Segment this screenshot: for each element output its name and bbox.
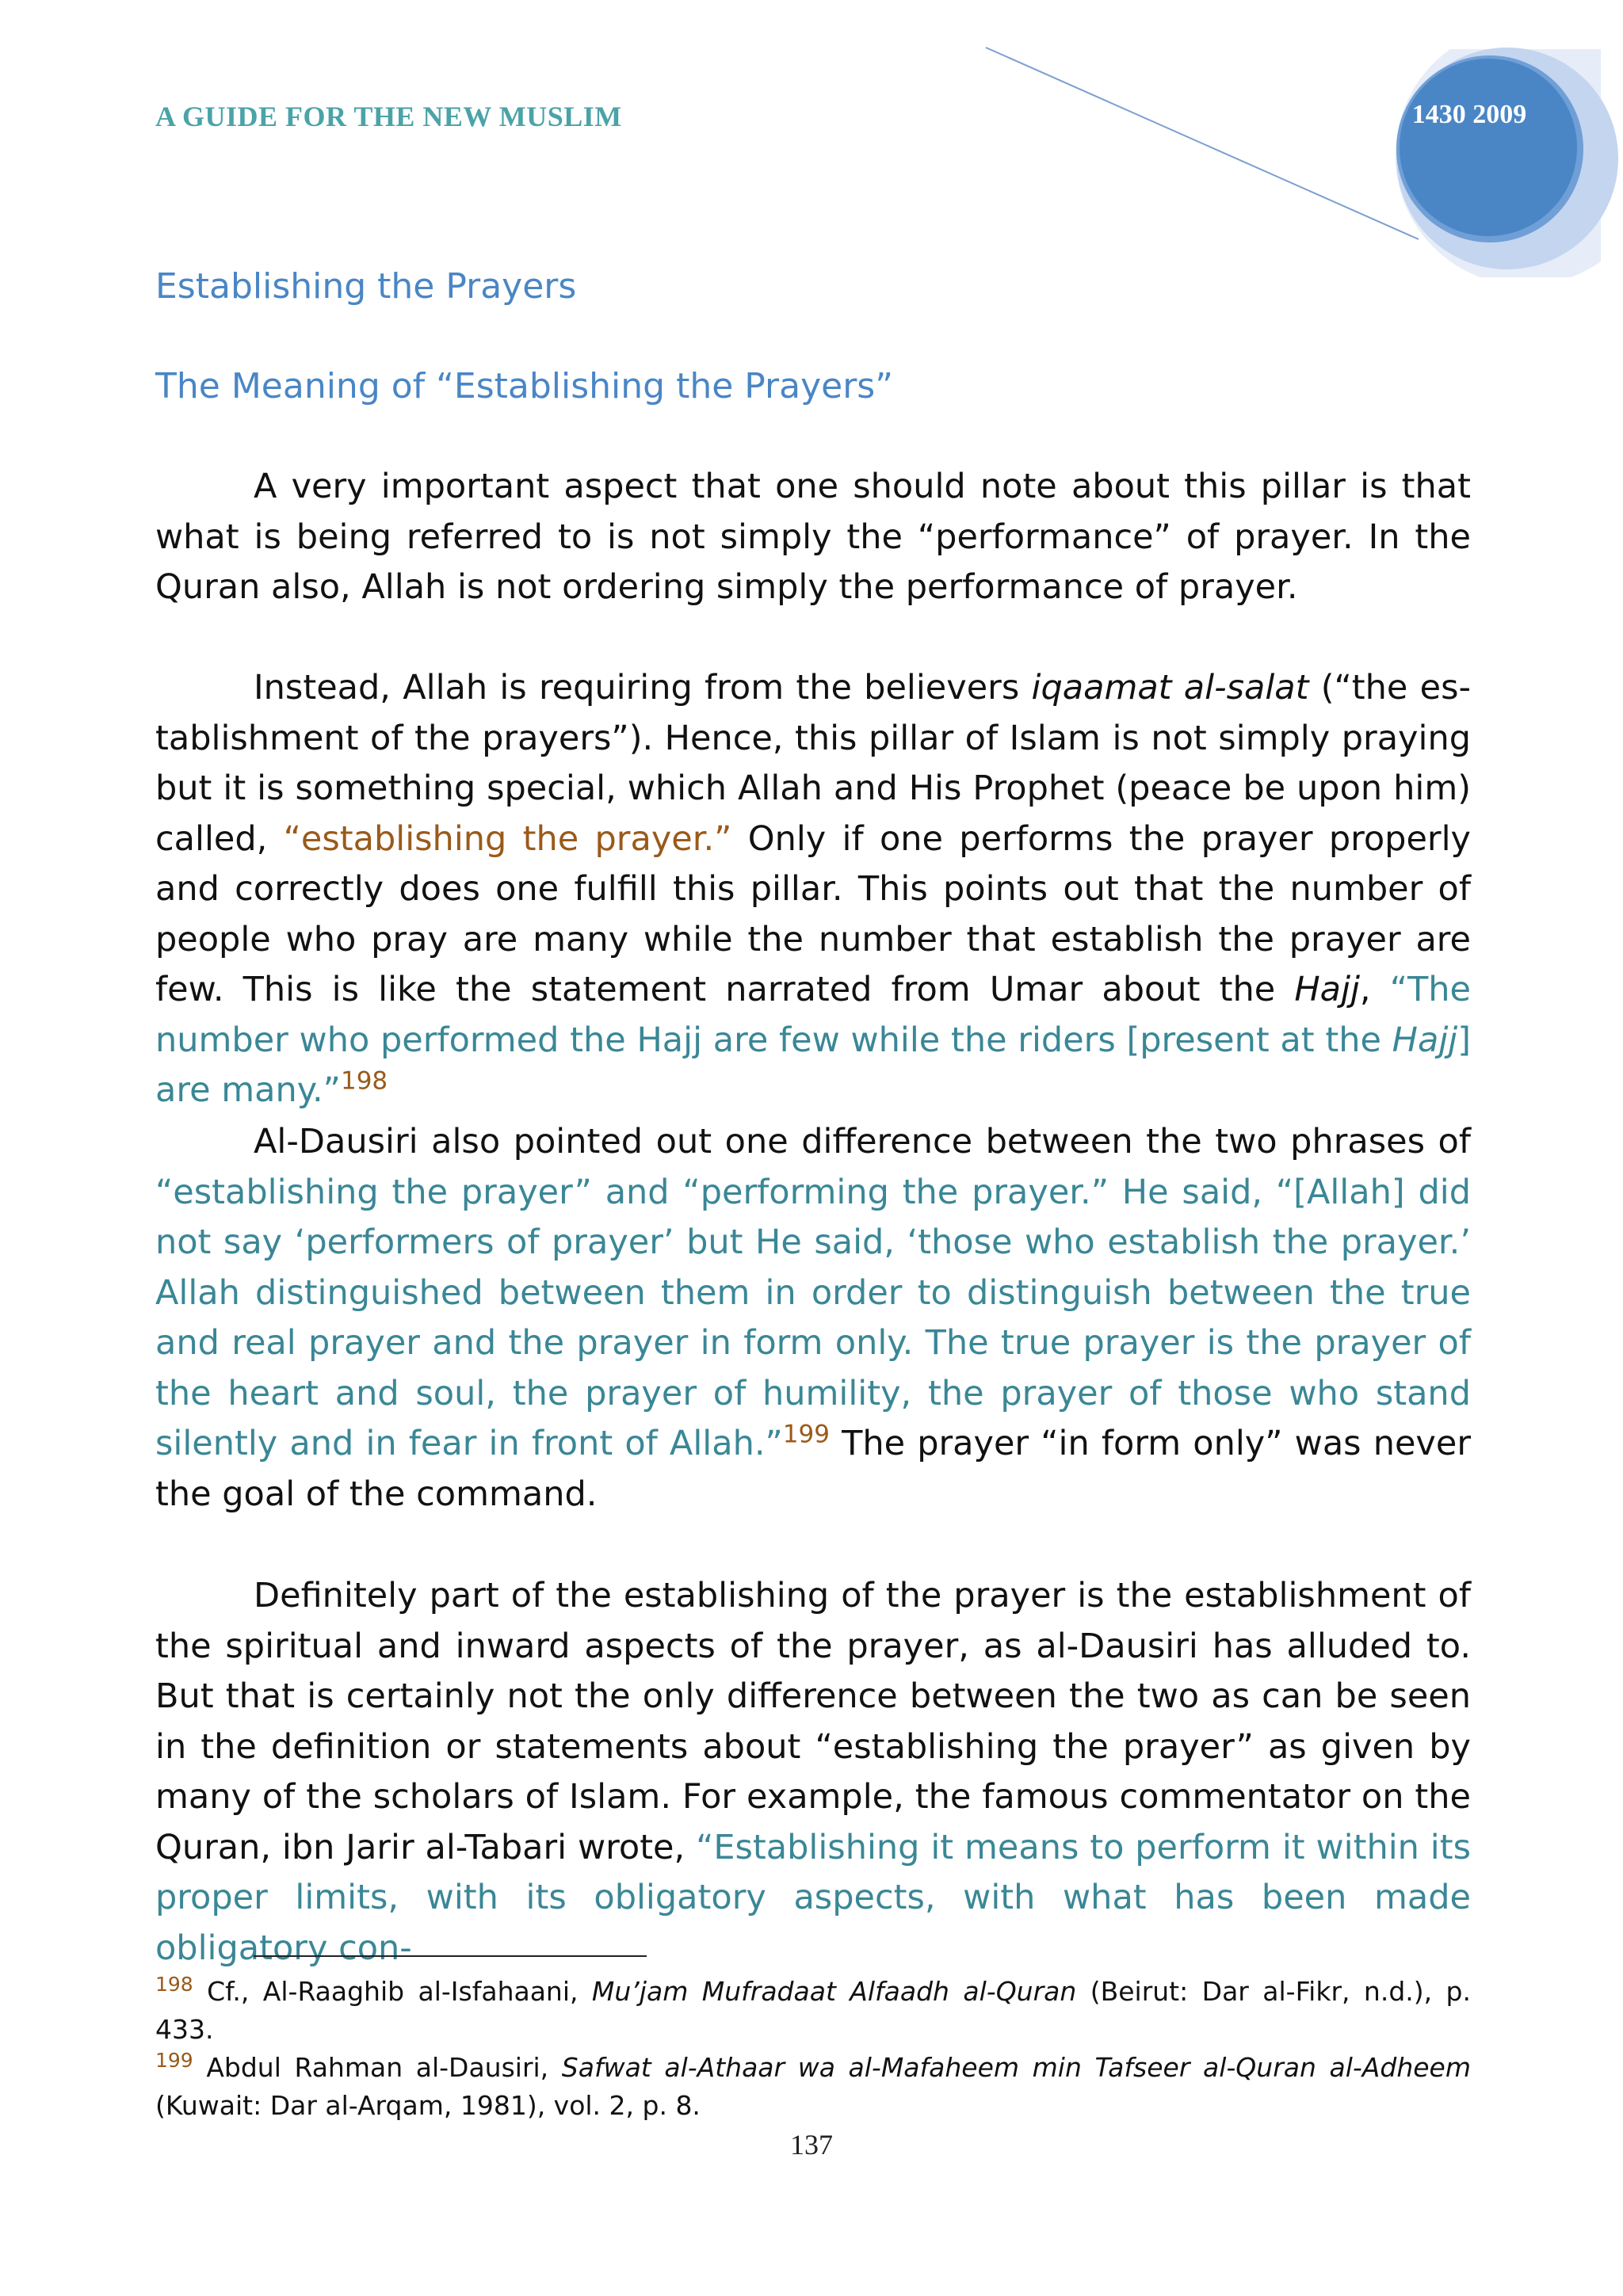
paragraph-3-text: Al-Dausiri also pointed out one difference between the two phrases of [254, 1122, 1471, 1161]
footnote-199 [155, 2049, 1471, 2125]
footnote-number: 199 [155, 2049, 193, 2072]
paragraph-2-text: , [1359, 970, 1390, 1009]
section-heading: Establishing the Prayers [155, 266, 577, 307]
paragraph-2-text: (“the establishment of the prayers”). Hence, this pillar of Islam is not simply praying but it is something special, which Allah and His Prophet (peace be upon him) called, [155, 668, 1472, 859]
footnote-ref-198[interactable]: 198 [340, 1066, 388, 1096]
paragraph-2-text: Only if one performs the prayer properly and correctly does one fulfill this pillar. This points out that the number of people who pray are many while the number that establish the prayer are few. This is like the statement narrated from Umar about the [155, 818, 1471, 1009]
paragraph-4 [155, 1571, 1471, 1974]
paragraph-2-text: Instead, Allah is requiring from the believers [254, 668, 1032, 707]
paragraph-3 [155, 1117, 1471, 1520]
footnote-text: (Kuwait: Dar al-Arqam, 1981), vol. 2, p. 8. [155, 2090, 701, 2121]
paragraph-4-text: Definitely part of the establishing of the prayer is the establishment of the spiritual and inward aspects of the prayer, as al-Dausiri has alluded to. But that is certainly not the only difference between the two as can be seen in the definition or statements about “establishing the prayer” as given by many of the scholars of Islam. For example, the famous commentator on the Quran, ibn Jarir al-Tabari wrote, [155, 1576, 1471, 1867]
quote-umar: “The number who performed the Hajj are few while the riders [present at the [155, 970, 1471, 1060]
paragraph-2 [155, 663, 1471, 1116]
term-hajj: Hajj [1392, 1020, 1458, 1060]
footnotes [155, 1973, 1471, 2125]
header-decoration-circles [975, 40, 1623, 277]
footnote-text: Cf., Al-Raaghib al-Isfahaani, [193, 1976, 592, 2007]
footnote-separator [254, 1955, 647, 1957]
term-hajj: Hajj [1294, 970, 1360, 1009]
footnote-text: Abdul Rahman al-Dausiri, [193, 2052, 562, 2083]
year-badge: 1430 2009 [1411, 100, 1527, 129]
page-number: 137 [790, 2129, 833, 2161]
quote-umar-end: ] are many.” [155, 1020, 1471, 1110]
footnote-198 [155, 1973, 1471, 2049]
footnote-book-title: Mu’jam Mufradaat Alfaadh al-Quran [591, 1976, 1077, 2007]
quote-al-tabari: “Establishing it means to perform it within its proper limits, with its obligatory aspects, with what has been made obligatory con- [155, 1827, 1471, 1968]
paragraph-3-text: The prayer “in form only” was never the goal of the command. [155, 1424, 1471, 1514]
footnote-book-title: Safwat al-Athaar wa al-Mafaheem min Tafseer al-Quran al-Adheem [561, 2052, 1471, 2083]
term-iqaamat-al-salat: iqaamat al-salat [1031, 668, 1309, 707]
footnote-number: 198 [155, 1973, 193, 1996]
running-header-title: A GUIDE FOR THE NEW MUSLIM [155, 101, 622, 132]
footnote-ref-199[interactable]: 199 [782, 1420, 830, 1449]
paragraph-1 [155, 462, 1471, 613]
paragraph-1-text: A very important aspect that one should note about this pillar is that what is being referred to is not simply the “performance” of prayer. In the Quran also, Allah is not ordering simply the performance of prayer. [155, 467, 1471, 607]
quote-al-dausiri: “establishing the prayer” and “performing the prayer.” He said, “[Allah] did not say ‘performers of prayer’ but He said, ‘those who establish the prayer.’ Allah distinguished between them in order to distinguish between the true and real prayer and the prayer in form only. The true prayer is the prayer of the heart and soul, the prayer of humility, the prayer of those who stand silently and in fear in front of Allah.” [155, 1172, 1471, 1463]
highlight-establishing-the-prayer: “establishing the prayer.” [283, 818, 732, 859]
subsection-heading: The Meaning of “Establishing the Prayers” [155, 366, 894, 406]
footnote-text: (Beirut: Dar al-Fikr, n.d.), p. 433. [155, 1976, 1471, 2045]
